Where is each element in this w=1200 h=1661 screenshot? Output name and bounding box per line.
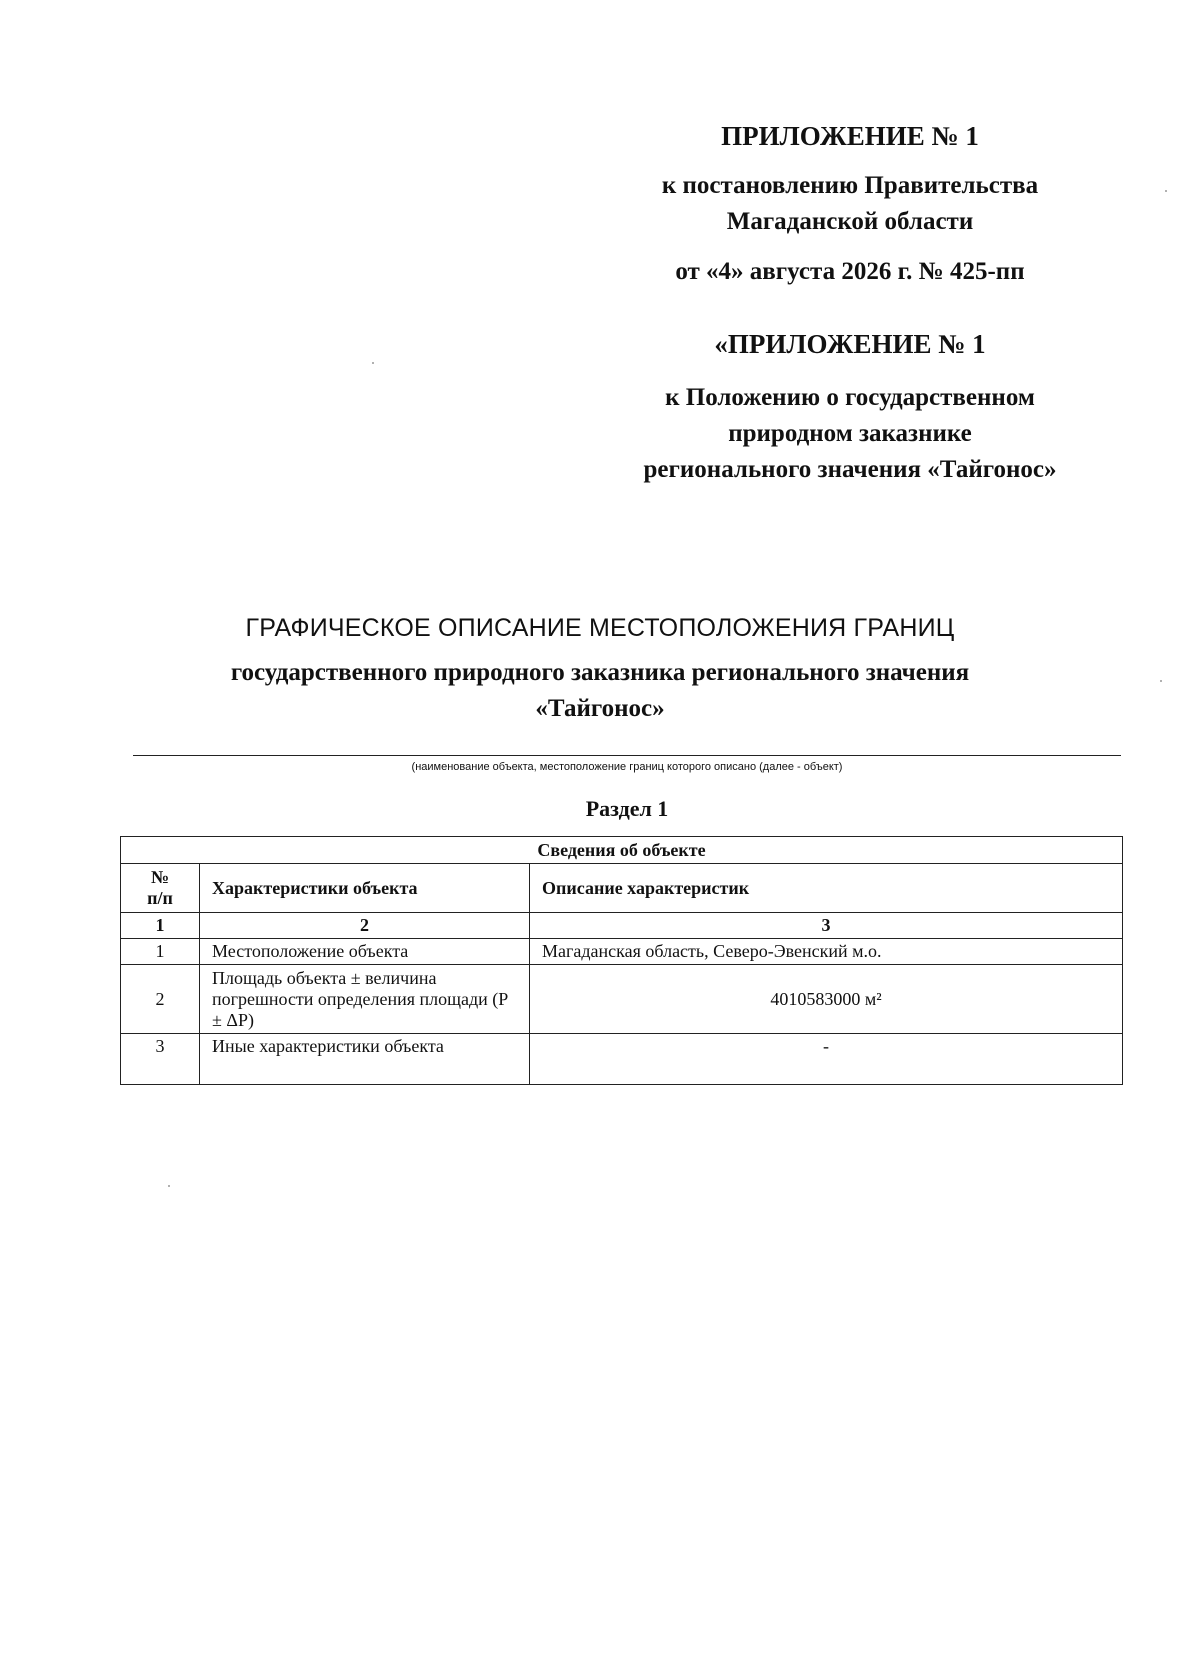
section-heading: Раздел 1 [585, 796, 669, 821]
regulation-line-1: к Положению о государственном [665, 384, 1035, 411]
table-row [121, 1034, 1123, 1085]
resolution-date-number: от «4» августа 2026 г. № 425-пп [675, 258, 1025, 285]
table-row [121, 965, 1123, 1034]
header-description: Описание характеристик [530, 864, 1123, 913]
table-caption-row [121, 837, 1123, 864]
header-number [121, 864, 200, 913]
scan-speck [168, 1185, 170, 1187]
document-title: ГРАФИЧЕСКОЕ ОПИСАНИЕ МЕСТОПОЛОЖЕНИЯ ГРАНИЦ [245, 614, 955, 642]
row-number: 3 [121, 1034, 200, 1085]
row-description: 4010583000 м² [530, 965, 1123, 1034]
header-characteristic: Характеристики объекта [200, 864, 530, 913]
column-number: 2 [200, 913, 530, 939]
row-characteristic: Местоположение объекта [200, 939, 530, 965]
scan-speck [1160, 680, 1162, 682]
inner-appendix-heading: «ПРИЛОЖЕНИЕ № 1 [714, 329, 986, 359]
column-number-row [121, 913, 1123, 939]
table-caption: Сведения об объекте [121, 837, 1123, 864]
object-name-underline [133, 755, 1121, 756]
row-number: 2 [121, 965, 200, 1034]
subtitle-line-1: государственного природного заказника регионального значения [230, 659, 970, 686]
regulation-line-2: природном заказнике [728, 420, 972, 447]
appendix-heading: ПРИЛОЖЕНИЕ № 1 [721, 121, 979, 151]
object-name-caption: (наименование объекта, местоположение границ которого описано (далее - объект) [411, 761, 843, 773]
header-number-line-1: № [150, 867, 170, 887]
row-characteristic: Иные характеристики объекта [200, 1034, 530, 1085]
row-description: Магаданская область, Северо-Эвенский м.о. [530, 939, 1123, 965]
resolution-line-1: к постановлению Правительства [661, 172, 1039, 199]
resolution-line-2: Магаданской области [726, 208, 974, 235]
document-subtitle [80, 655, 1120, 727]
header-number-line-2: п/п [147, 888, 173, 908]
table-row [121, 939, 1123, 965]
row-characteristic: Площадь объекта ± величина погрешности определения площади (Р ± ΔР) [200, 965, 530, 1034]
regulation-line-3: регионального значения «Тайгонос» [643, 456, 1057, 483]
subtitle-line-2: «Тайгонос» [535, 695, 665, 722]
column-number: 1 [121, 913, 200, 939]
table-header-row [121, 864, 1123, 913]
scan-speck [1165, 190, 1167, 192]
column-number: 3 [530, 913, 1123, 939]
row-number: 1 [121, 939, 200, 965]
scan-speck [372, 362, 374, 364]
row-description: - [530, 1034, 1123, 1085]
object-info-table [120, 836, 1123, 1085]
